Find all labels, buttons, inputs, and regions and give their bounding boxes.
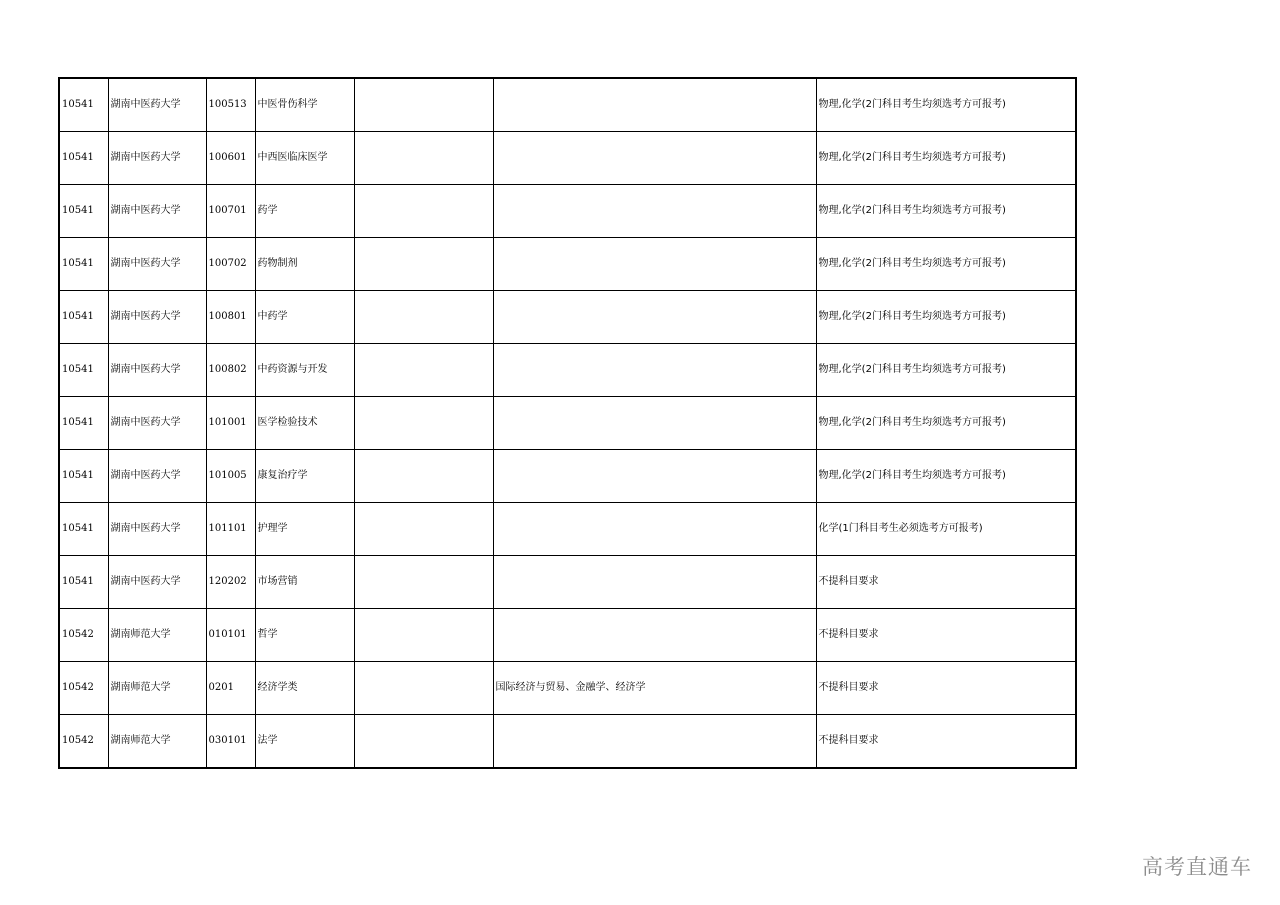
school-code-cell: 10541 [59, 344, 108, 397]
major-code-cell: 120202 [206, 556, 255, 609]
school-name-cell: 湖南中医药大学 [108, 238, 206, 291]
major-code-cell: 0201 [206, 662, 255, 715]
subject-requirement-cell: 物理,化学(2门科目考生均须选考方可报考) [816, 344, 1076, 397]
school-name-cell: 湖南中医药大学 [108, 344, 206, 397]
empty-cell [354, 715, 493, 769]
major-name-cell: 中药资源与开发 [255, 344, 354, 397]
school-code-cell: 10541 [59, 238, 108, 291]
table-row [59, 78, 1076, 132]
school-name-cell: 湖南中医药大学 [108, 397, 206, 450]
subject-requirement-cell: 物理,化学(2门科目考生均须选考方可报考) [816, 397, 1076, 450]
included-majors-cell [493, 78, 816, 132]
empty-cell [354, 344, 493, 397]
major-code-cell: 101101 [206, 503, 255, 556]
major-name-cell: 药学 [255, 185, 354, 238]
included-majors-cell [493, 132, 816, 185]
included-majors-cell [493, 556, 816, 609]
table-row [59, 397, 1076, 450]
table-row [59, 556, 1076, 609]
empty-cell [354, 503, 493, 556]
major-name-cell: 哲学 [255, 609, 354, 662]
watermark-text: 高考直通车 [1142, 855, 1252, 879]
school-code-cell: 10542 [59, 715, 108, 769]
major-name-cell: 护理学 [255, 503, 354, 556]
included-majors-cell: 国际经济与贸易、金融学、经济学 [493, 662, 816, 715]
school-name-cell: 湖南中医药大学 [108, 132, 206, 185]
school-code-cell: 10541 [59, 450, 108, 503]
included-majors-cell [493, 185, 816, 238]
subject-requirement-cell: 物理,化学(2门科目考生均须选考方可报考) [816, 291, 1076, 344]
school-name-cell: 湖南中医药大学 [108, 185, 206, 238]
school-code-cell: 10541 [59, 556, 108, 609]
school-code-cell: 10542 [59, 609, 108, 662]
school-code-cell: 10541 [59, 78, 108, 132]
subject-requirement-cell: 化学(1门科目考生必须选考方可报考) [816, 503, 1076, 556]
major-code-cell: 100702 [206, 238, 255, 291]
major-code-cell: 030101 [206, 715, 255, 769]
table-row [59, 715, 1076, 769]
major-name-cell: 经济学类 [255, 662, 354, 715]
school-name-cell: 湖南中医药大学 [108, 78, 206, 132]
included-majors-cell [493, 609, 816, 662]
empty-cell [354, 238, 493, 291]
school-name-cell: 湖南中医药大学 [108, 503, 206, 556]
school-name-cell: 湖南师范大学 [108, 609, 206, 662]
school-code-cell: 10542 [59, 662, 108, 715]
subject-requirement-cell: 不提科目要求 [816, 715, 1076, 769]
subject-requirement-cell: 物理,化学(2门科目考生均须选考方可报考) [816, 132, 1076, 185]
major-name-cell: 医学检验技术 [255, 397, 354, 450]
subject-requirement-cell: 不提科目要求 [816, 662, 1076, 715]
empty-cell [354, 185, 493, 238]
major-code-cell: 100802 [206, 344, 255, 397]
subject-requirement-cell: 物理,化学(2门科目考生均须选考方可报考) [816, 450, 1076, 503]
included-majors-cell [493, 397, 816, 450]
empty-cell [354, 609, 493, 662]
table-row [59, 662, 1076, 715]
school-code-cell: 10541 [59, 185, 108, 238]
school-name-cell: 湖南师范大学 [108, 662, 206, 715]
major-name-cell: 康复治疗学 [255, 450, 354, 503]
table-row [59, 238, 1076, 291]
school-name-cell: 湖南中医药大学 [108, 291, 206, 344]
school-name-cell: 湖南中医药大学 [108, 556, 206, 609]
included-majors-cell [493, 450, 816, 503]
major-code-cell: 100513 [206, 78, 255, 132]
included-majors-cell [493, 715, 816, 769]
empty-cell [354, 662, 493, 715]
school-name-cell: 湖南中医药大学 [108, 450, 206, 503]
school-code-cell: 10541 [59, 397, 108, 450]
major-code-cell: 010101 [206, 609, 255, 662]
requirements-table [58, 77, 1077, 769]
empty-cell [354, 132, 493, 185]
major-code-cell: 101005 [206, 450, 255, 503]
table-row [59, 132, 1076, 185]
school-code-cell: 10541 [59, 291, 108, 344]
table-row [59, 291, 1076, 344]
major-code-cell: 100701 [206, 185, 255, 238]
major-name-cell: 药物制剂 [255, 238, 354, 291]
major-name-cell: 市场营销 [255, 556, 354, 609]
included-majors-cell [493, 238, 816, 291]
table-body [59, 78, 1076, 768]
major-name-cell: 法学 [255, 715, 354, 769]
table-row [59, 344, 1076, 397]
school-code-cell: 10541 [59, 503, 108, 556]
subject-requirement-cell: 不提科目要求 [816, 609, 1076, 662]
included-majors-cell [493, 291, 816, 344]
table-row [59, 185, 1076, 238]
major-name-cell: 中医骨伤科学 [255, 78, 354, 132]
major-name-cell: 中药学 [255, 291, 354, 344]
school-name-cell: 湖南师范大学 [108, 715, 206, 769]
empty-cell [354, 78, 493, 132]
empty-cell [354, 556, 493, 609]
included-majors-cell [493, 344, 816, 397]
major-name-cell: 中西医临床医学 [255, 132, 354, 185]
table-row [59, 503, 1076, 556]
major-code-cell: 100801 [206, 291, 255, 344]
empty-cell [354, 450, 493, 503]
major-code-cell: 101001 [206, 397, 255, 450]
subject-requirement-cell: 物理,化学(2门科目考生均须选考方可报考) [816, 78, 1076, 132]
included-majors-cell [493, 503, 816, 556]
subject-requirement-cell: 物理,化学(2门科目考生均须选考方可报考) [816, 238, 1076, 291]
subject-requirement-cell: 不提科目要求 [816, 556, 1076, 609]
table-row [59, 450, 1076, 503]
school-code-cell: 10541 [59, 132, 108, 185]
subject-requirement-cell: 物理,化学(2门科目考生均须选考方可报考) [816, 185, 1076, 238]
empty-cell [354, 397, 493, 450]
empty-cell [354, 291, 493, 344]
table-row [59, 609, 1076, 662]
major-code-cell: 100601 [206, 132, 255, 185]
